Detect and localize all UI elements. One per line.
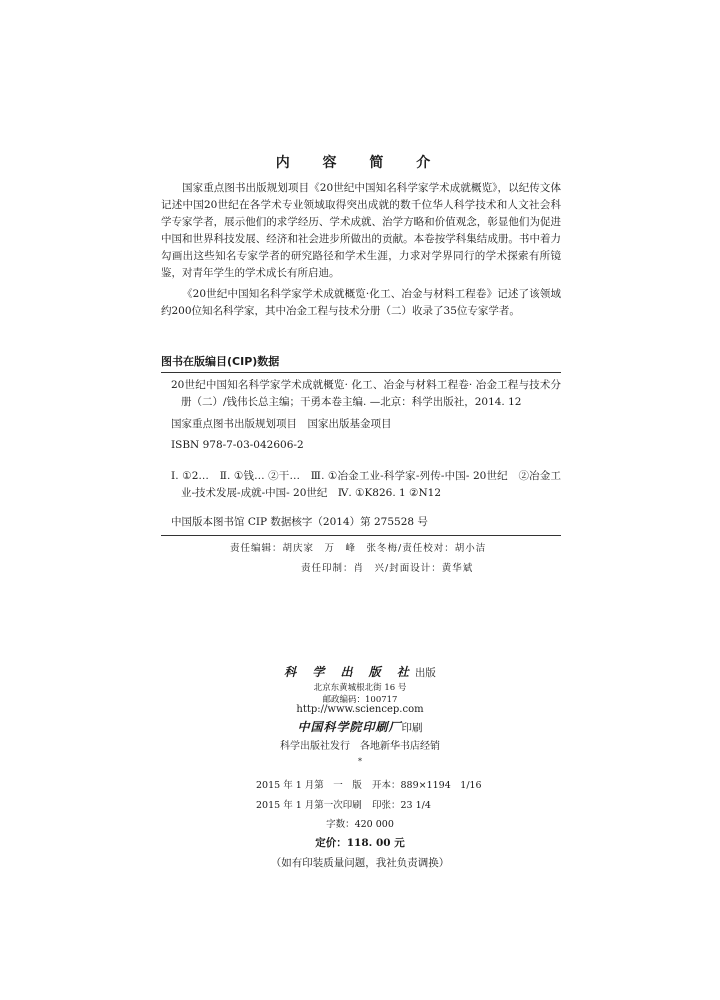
intro-paragraph-2: 《20世纪中国知名科学家学术成就概览·化工、冶金与材料工程卷》记述了该领域约200位知名科学家，其中冶金工程与技术分册（二）收录了35位专家学者。 [161, 288, 561, 317]
cip-isbn: ISBN 978-7-03-042606-2 [171, 439, 304, 451]
publisher-url: http://www.sciencep.com [296, 704, 424, 715]
cip-bottom-rule [161, 535, 561, 536]
printer-line [0, 718, 720, 735]
publisher-line [0, 663, 720, 680]
publisher-address: 北京东黄城根北街 16 号 [313, 683, 407, 693]
cip-project: 国家重点图书出版规划项目 国家出版基金项目 [171, 418, 392, 430]
imprint-note: （如有印装质量问题，我社负责调换） [270, 857, 450, 869]
cip-top-rule [161, 372, 561, 373]
distribution: 科学出版社发行 各地新华书店经销 [280, 741, 440, 752]
cip-verify: 中国版本图书馆 CIP 数据核字（2014）第 275528 号 [171, 516, 428, 528]
imprint-sheets: 印张：23 1/4 [372, 800, 431, 811]
intro-title: 内 容 简 介 [275, 155, 445, 171]
printer-logo: 中国科学院印刷厂 [297, 720, 402, 734]
star-mark: * [358, 757, 362, 766]
publisher-suffix: 出版 [414, 667, 436, 679]
cip-record: 20世纪中国知名科学家学术成就概览· 化工、冶金与材料工程卷· 冶金工程与技术分册（二）/钱伟长总主编；干勇本卷主编. —北京：科学出版社，2014. 12 [171, 379, 561, 408]
imprint-words: 字数：420 000 [326, 819, 394, 830]
credits-line-1: 责任编辑：胡庆家 万 峰 张冬梅/责任校对：胡小洁 [230, 543, 487, 554]
imprint-format: 开本：889×1194 1/16 [372, 780, 482, 791]
publisher-logo: 科 学 出 版 社 [284, 665, 415, 679]
printer-suffix: 印刷 [401, 722, 423, 734]
credits-line-2: 责任印制：肖 兴/封面设计：黄华斌 [301, 563, 474, 574]
cip-heading: 图书在版编目(CIP)数据 [161, 355, 280, 368]
imprint-edition: 2015 年 1 月第 一 版 [256, 780, 362, 791]
publisher-postcode: 邮政编码：100717 [322, 695, 398, 705]
cip-classification: Ⅰ. ①2… Ⅱ. ①钱… ②干… Ⅲ. ①冶金工业-科学家-列传-中国- 20世纪 ②冶金工业-技术发展-成就-中国- 20世纪 Ⅳ. ①K826. 1 ②N12 [171, 470, 561, 499]
imprint-printing: 2015 年 1 月第一次印刷 [256, 800, 362, 811]
imprint-price: 定价：118. 00 元 [315, 837, 405, 849]
intro-paragraph-1: 国家重点图书出版规划项目《20世纪中国知名科学家学术成就概览》，以纪传文体记述中国20世纪在各学术专业领域取得突出成就的数千位华人科学技术和人文社会科学专家学者，展示他们的求学经历、学术成就、治学方略和价值观念，彰显他们为促进中国和世界科技发展、经济和社会进步所做出的贡献。本卷按学科集结成册。书中着力勾画出这些知名专家学者的研究路径和学术生涯，力求对学界同行的学术探索有所镜鉴，对青年学生的学术成长有所启迪。 [161, 182, 561, 279]
